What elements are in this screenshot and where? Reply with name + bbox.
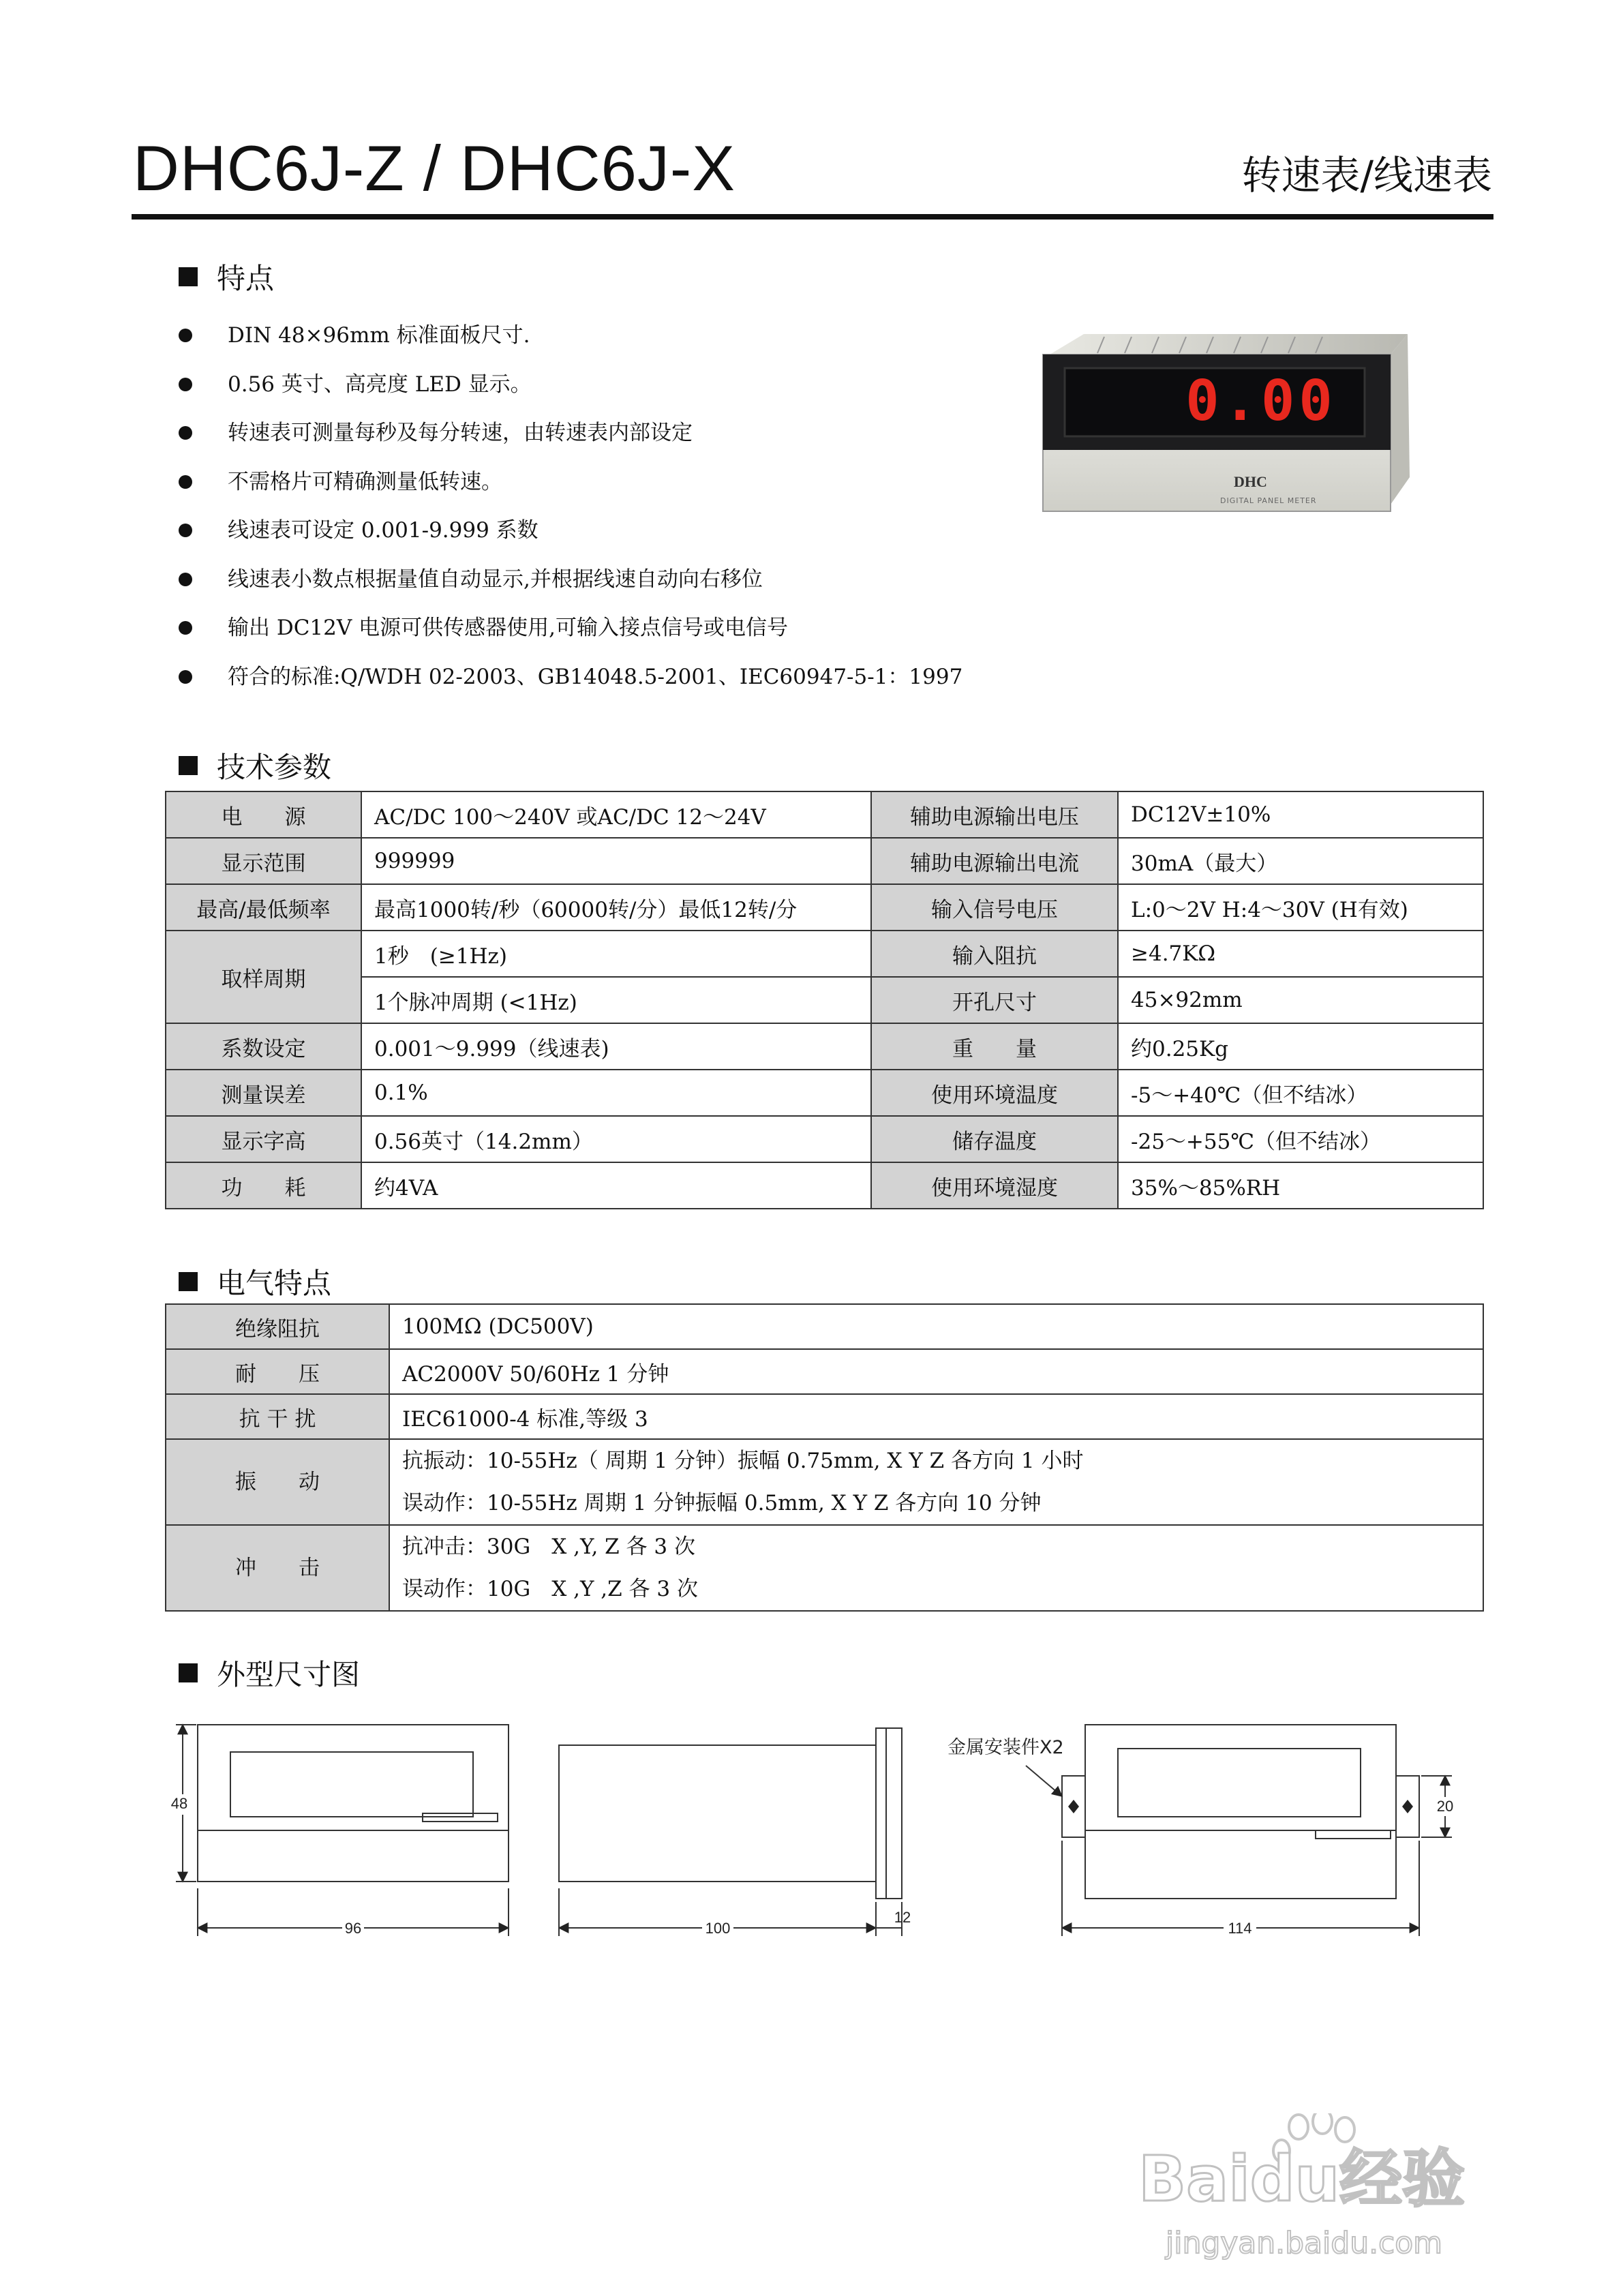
list-item: 符合的标准:Q/WDH 02-2003、GB14048.5-2001、IEC60947-5-1：1997 <box>179 656 1065 706</box>
table-row <box>166 1023 1483 1070</box>
table-row <box>166 931 1483 977</box>
table-cell-label: 储存温度 <box>871 1116 1118 1162</box>
table-cell-label: 绝缘阻抗 <box>166 1304 389 1349</box>
features-heading: 特点 <box>179 265 274 293</box>
dim-depth: 100 <box>705 1920 731 1937</box>
table-cell-label: 显示范围 <box>166 838 361 884</box>
square-bullet-icon <box>179 1272 198 1291</box>
square-bullet-icon <box>179 756 198 775</box>
list-item: 线速表小数点根据量值自动显示,并根据线速自动向右移位 <box>179 559 1065 608</box>
table-cell: 约0.25Kg <box>1118 1023 1483 1070</box>
table-row <box>166 1116 1483 1162</box>
table-cell-label: 最高/最低频率 <box>166 884 361 931</box>
product-photo <box>1036 320 1418 525</box>
bracket-screws <box>1068 1800 1413 1813</box>
table-cell: 0.56英寸（14.2mm） <box>361 1116 871 1162</box>
dim-height: 48 <box>170 1795 188 1812</box>
table-cell-label: 冲 击 <box>166 1525 389 1611</box>
table-cell: 0.001～9.999（线速表) <box>361 1023 871 1070</box>
table-cell-label: 使用环境湿度 <box>871 1162 1118 1209</box>
bullet-icon <box>179 475 192 489</box>
meter-side <box>1391 334 1410 504</box>
square-bullet-icon <box>179 1663 198 1682</box>
table-cell-label: 输入阻抗 <box>871 931 1118 977</box>
table-cell-label: 重 量 <box>871 1023 1118 1070</box>
list-item: 0.56 英寸、高亮度 LED 显示。 <box>179 364 1065 413</box>
table-cell: 999999 <box>361 838 871 884</box>
table-cell-label: 耐 压 <box>166 1349 389 1394</box>
header-rule <box>132 214 1493 220</box>
bullet-icon <box>179 426 192 440</box>
list-item: 不需格片可精确测量低转速。 <box>179 462 1065 511</box>
led-display: 0.00 <box>1185 369 1337 434</box>
dim-bracket-width: 114 <box>1228 1920 1252 1937</box>
bullet-icon <box>179 378 192 391</box>
bracket-label: 金属安装件X2 <box>947 1737 1064 1758</box>
table-cell-label: 开孔尺寸 <box>871 977 1118 1023</box>
table-cell: 35%～85%RH <box>1118 1162 1483 1209</box>
tech-heading: 技术参数 <box>179 753 331 782</box>
table-cell-label: 辅助电源输出电流 <box>871 838 1118 884</box>
table-row <box>166 791 1483 838</box>
bullet-icon <box>179 329 192 342</box>
table-cell: 45×92mm <box>1118 977 1483 1023</box>
table-cell: ≥4.7KΩ <box>1118 931 1483 977</box>
square-bullet-icon <box>179 267 198 286</box>
table-row <box>166 838 1483 884</box>
table-row <box>166 1439 1483 1525</box>
table-cell-label: 振 动 <box>166 1439 389 1525</box>
table-cell-label: 系数设定 <box>166 1023 361 1070</box>
table-cell: 0.1% <box>361 1070 871 1116</box>
table-cell: 1个脉冲周期 (<1Hz) <box>361 977 871 1023</box>
table-cell: L:0～2V H:4～30V (H有效) <box>1118 884 1483 931</box>
bullet-icon <box>179 524 192 537</box>
product-type: 转速表/线速表 <box>1241 152 1492 198</box>
table-row <box>166 977 1483 1023</box>
table-cell: DC12V±10% <box>1118 791 1483 838</box>
table-cell-label: 输入信号电压 <box>871 884 1118 931</box>
baidu-watermark <box>1118 2113 1527 2270</box>
table-row <box>166 1070 1483 1116</box>
table-cell-label: 测量误差 <box>166 1070 361 1116</box>
brand-logo: DHC <box>1234 473 1267 490</box>
table-cell-label: 抗 干 扰 <box>166 1394 389 1439</box>
tech-table <box>165 791 1484 1209</box>
bullet-icon <box>179 573 192 586</box>
elec-table <box>165 1303 1484 1612</box>
dimension-drawings <box>164 1697 1486 1943</box>
dim-bracket-height: 20 <box>1436 1798 1454 1815</box>
table-cell: 30mA（最大） <box>1118 838 1483 884</box>
list-item: 转速表可测量每秒及每分转速，由转速表内部设定 <box>179 412 1065 462</box>
table-cell-label: 使用环境温度 <box>871 1070 1118 1116</box>
table-cell: -25～+55℃（但不结冰） <box>1118 1116 1483 1162</box>
table-cell: AC2000V 50/60Hz 1 分钟 <box>389 1349 1483 1394</box>
watermark-logo: Baidu经验 <box>1138 2143 1466 2216</box>
table-cell-label: 显示字高 <box>166 1116 361 1162</box>
bracket-view <box>1026 1725 1452 1936</box>
table-cell-label: 辅助电源输出电压 <box>871 791 1118 838</box>
table-cell: 100MΩ (DC500V) <box>389 1304 1483 1349</box>
side-view <box>559 1728 902 1936</box>
table-row <box>166 1162 1483 1209</box>
list-item: 输出 DC12V 电源可供传感器使用,可输入接点信号或电信号 <box>179 607 1065 656</box>
table-row <box>166 884 1483 931</box>
table-cell-label: 电 源 <box>166 791 361 838</box>
table-cell: -5～+40℃（但不结冰） <box>1118 1070 1483 1116</box>
list-item: 线速表可设定 0.001-9.999 系数 <box>179 510 1065 559</box>
table-cell: 抗冲击：30G X ,Y, Z 各 3 次 误动作：10G X ,Y ,Z 各 3 次 <box>389 1525 1483 1611</box>
table-row <box>166 1349 1483 1394</box>
list-item: DIN 48×96mm 标准面板尺寸. <box>179 315 1065 364</box>
dim-bezel: 12 <box>894 1909 911 1926</box>
meter-label: DIGITAL PANEL METER <box>1220 496 1317 505</box>
front-view <box>176 1725 509 1936</box>
table-row <box>166 1525 1483 1611</box>
dims-heading: 外型尺寸图 <box>179 1661 360 1689</box>
table-cell: 约4VA <box>361 1162 871 1209</box>
table-cell: 最高1000转/秒（60000转/分）最低12转/分 <box>361 884 871 931</box>
table-cell-label: 功 耗 <box>166 1162 361 1209</box>
bullet-icon <box>179 621 192 635</box>
table-cell-label: 取样周期 <box>166 931 361 1023</box>
elec-heading: 电气特点 <box>179 1269 331 1298</box>
dim-width: 96 <box>344 1920 362 1937</box>
features-list <box>179 315 1065 705</box>
model-title: DHC6J-Z / DHC6J-X <box>133 132 735 204</box>
watermark-url: jingyan.baidu.com <box>1166 2226 1443 2261</box>
bullet-icon <box>179 670 192 684</box>
table-cell: AC/DC 100～240V 或AC/DC 12～24V <box>361 791 871 838</box>
table-cell: 抗振动：10-55Hz（ 周期 1 分钟）振幅 0.75mm, X Y Z 各方向 1 小时 误动作：10-55Hz 周期 1 分钟振幅 0.5mm, X Y Z 各方向 10 分钟 <box>389 1439 1483 1525</box>
table-cell: IEC61000-4 标准,等级 3 <box>389 1394 1483 1439</box>
table-row <box>166 1304 1483 1349</box>
table-cell: 1秒 (≥1Hz) <box>361 931 871 977</box>
table-row <box>166 1394 1483 1439</box>
